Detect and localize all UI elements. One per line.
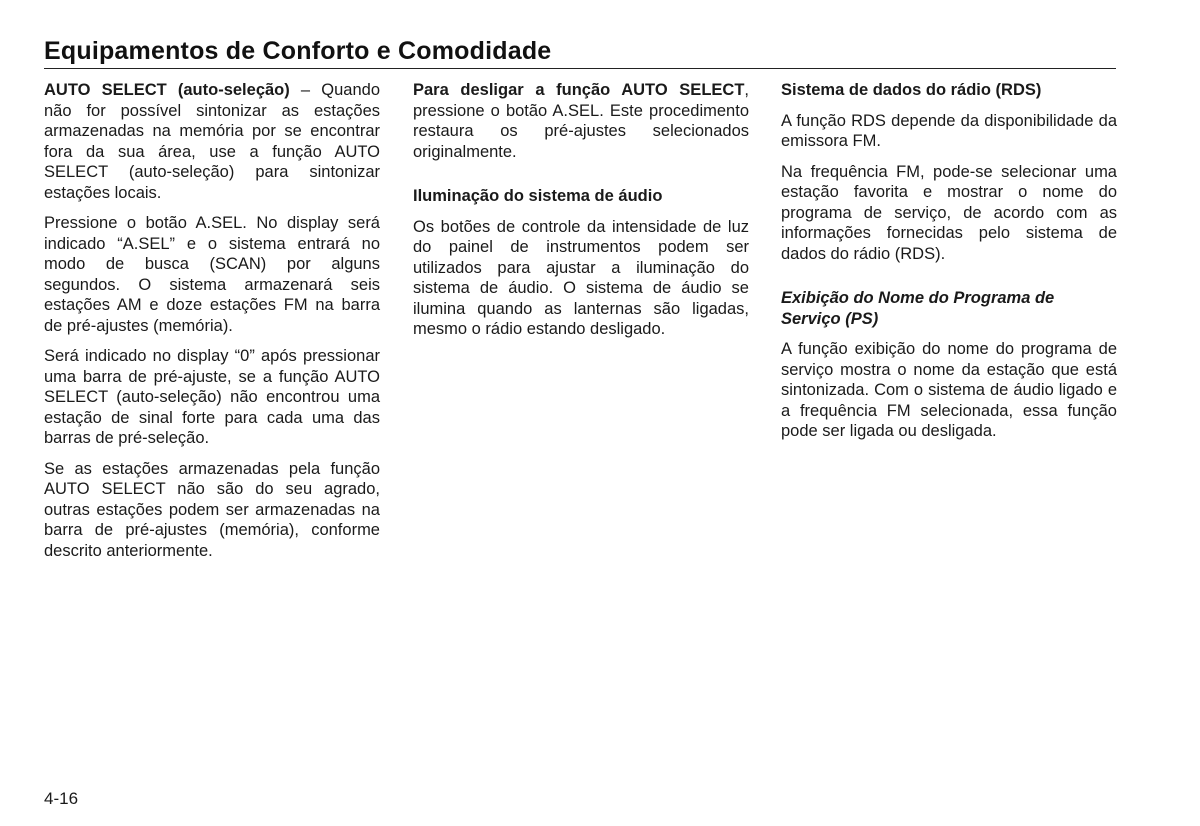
paragraph-auto-select	[44, 80, 380, 203]
paragraph-rds-fm: Na frequência FM, pode-se selecionar uma estação favorita e mostrar o nome do programa de serviço, de acordo com as informações fornecidas pelo sistema de dados do rádio (RDS).	[781, 162, 1117, 263]
column-left	[44, 80, 380, 571]
paragraph-text: – Quando não for possível sintonizar as estações armazenadas na memória por se encontrar fora da sua área, use a função AUTO SELECT (auto-seleção) para sintonizar estações locais.	[44, 81, 380, 202]
page-header	[44, 36, 1116, 69]
column-middle	[413, 80, 749, 350]
paragraph-ps: A função exibição do nome do programa de serviço mostra o nome da estação que está sintonizada. Com o sistema de áudio ligado e a frequência FM selecionada, essa função pode ser ligada ou desligada.	[781, 340, 1117, 440]
paragraph-stored-stations: Se as estações armazenadas pela função AUTO SELECT não são do seu agrado, outras estações podem ser armazenadas na barra de pré-ajustes (memória), conforme descrito anteriormente.	[44, 459, 380, 560]
section-heading-illumination: Iluminação do sistema de áudio	[413, 187, 663, 205]
paragraph-illumination: Os botões de controle da intensidade de luz do painel de instrumentos podem ser utilizados para ajustar a iluminação do sistema de áudio. O sistema de áudio se ilumina quando as lanternas são ligadas, mesmo o rádio estando desligado.	[413, 217, 749, 338]
paragraph-text: , pressione o botão A.SEL. Este procedimento restaura os pré-ajustes selecionados originalmente.	[413, 81, 749, 161]
term-auto-select: AUTO SELECT (auto-seleção)	[44, 81, 290, 99]
paragraph-asel-scan: Pressione o botão A.SEL. No display será indicado “A.SEL” e o sistema entrará no modo de busca (SCAN) por alguns segundos. O sistema armazenará seis estações AM e doze estações FM na barra de pré-ajustes (memória).	[44, 214, 380, 335]
page-title: Equipamentos de Conforto e Comodidade	[44, 37, 552, 65]
page-number: 4-16	[44, 789, 79, 808]
paragraph-rds-availability: A função RDS depende da disponibilidade da emissora FM.	[781, 111, 1117, 150]
paragraph-disable-auto-select	[413, 80, 749, 162]
section-heading-rds: Sistema de dados do rádio (RDS)	[781, 81, 1042, 99]
section-heading-ps: Exibição do Nome do Programa de Serviço (PS)	[781, 289, 1055, 328]
column-right	[781, 80, 1117, 452]
term-disable-auto-select: Para desligar a função AUTO SELECT	[413, 81, 745, 99]
paragraph-display-zero: Será indicado no display “0” após pressionar uma barra de pré-ajuste, se a função AUTO SELECT (auto-seleção) não encontrou uma estação de sinal forte para cada uma das barras de pré-seleção.	[44, 347, 380, 447]
